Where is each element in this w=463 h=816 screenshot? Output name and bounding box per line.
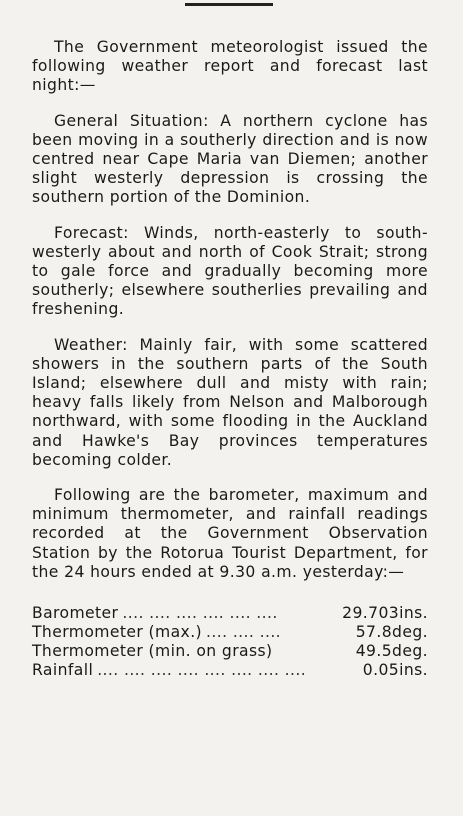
reading-row-rainfall [32,661,428,680]
general-situation-paragraph: General Situation: A northern cyclone has been moving in a southerly direction and is now centred near Cape Maria van Diemen; another slight westerly depression is crossing the southern portion of the Dominion. [32,111,428,207]
leader-dots [273,642,356,661]
reading-label: Thermometer (max.) [32,623,203,642]
forecast-paragraph: Forecast: Winds, north-easterly to south-westerly about and north of Cook Strait; strong to gale force and gradually becoming more southerly; elsewhere southerlies prevailing and freshening. [32,223,428,319]
reading-value: 0.05ins. [362,661,428,680]
reading-row-thermometer-min [32,642,428,661]
intro-paragraph: The Government meteorologist issued the following weather report and forecast last night:— [32,38,428,95]
leader-dots: .... .... .... .... .... .... [122,604,278,623]
weather-paragraph: Weather: Mainly fair, with some scattered showers in the southern parts of the South Island; elsewhere dull and misty with rain; heavy falls likely from Nelson and Malborough northward, with some flooding in the Auckland and Hawke's Bay provinces temperatures becoming colder. [32,335,428,469]
article-column [32,38,428,680]
reading-row-barometer [32,604,428,623]
column-rule [185,3,273,6]
reading-label: Rainfall [32,661,94,680]
reading-label: Thermometer (min. on grass) [32,642,273,661]
reading-value: 57.8deg. [355,623,428,642]
reading-value: 49.5deg. [355,642,428,661]
leader-dots: .... .... .... [206,623,282,642]
leader-dots: .... .... .... .... .... .... .... .... [97,661,307,680]
reading-value: 29.703ins. [342,604,428,623]
reading-label: Barometer [32,604,119,623]
readings-table [32,604,428,680]
reading-row-thermometer-max [32,623,428,642]
readings-intro-paragraph: Following are the barometer, maximum and minimum thermometer, and rainfall readings recorded at the Government Observation Station by the Rotorua Tourist Department, for the 24 hours ended at 9.30 a.m. yesterday:— [32,486,428,581]
